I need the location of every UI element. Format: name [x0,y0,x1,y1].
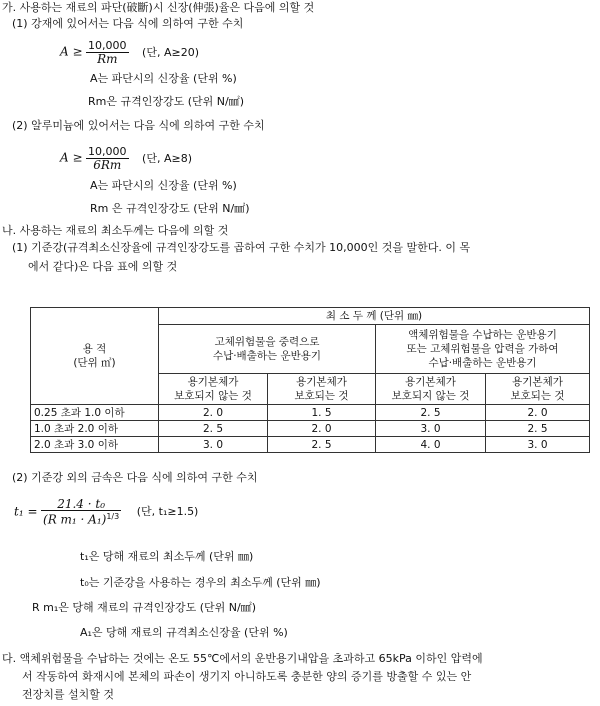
formula-3-t0-desc: t₀는 기준강을 사용하는 경우의 최소두께 (단위 ㎜) [80,576,321,589]
group-liquid-pressure-line2: 또는 고체위험물을 압력을 가하여 [406,343,559,355]
group-solid-gravity-line1: 고체위험물을 중력으로 [214,336,320,348]
group-solid-gravity [159,325,376,374]
formula-3-denominator-wrap [41,511,121,527]
clause-da-3: 전장치를 설치할 것 [22,688,115,701]
formula-3-t1-desc: t₁은 당해 재료의 최소두께 (단위 ㎜) [80,550,254,563]
group-liquid-pressure-line3: 수납·배출하는 운반용기 [428,357,537,369]
col-volume-unit: (단위 ㎥) [73,357,116,369]
table-cell: 3. 0 [486,437,590,453]
formula-3-denominator: (R m₁ · A₁) [43,512,107,527]
formula-1-denominator: Rm [97,52,118,66]
formula-2-fraction [86,146,129,171]
formula-3-rm1-desc: R m₁은 당해 재료의 규격인장강도 (단위 N/㎟) [32,601,257,614]
formula-2-lhs: A ≥ [60,150,83,165]
subheader-text: 용기본체가 [405,376,456,388]
clause-na-1b: 에서 같다)은 다음 표에 의할 것 [28,260,178,273]
clause-na-2: (2) 기준강 외의 금속은 다음 식에 의하여 구한 수치 [12,471,258,484]
group-liquid-pressure-line1: 액체위험물을 수납하는 운반용기 [408,329,557,341]
table-cell: 2. 0 [159,405,268,421]
formula-3 [14,498,198,527]
subheader-text: 보호되는 것 [294,390,349,402]
volume-range: 1.0 초과 2.0 이하 [31,421,159,437]
formula-1-lhs: A ≥ [60,44,83,59]
formula-3-fraction [41,498,121,527]
clause-ga-1: (1) 강재에 있어서는 다음 식에 의하여 구한 수치 [12,17,244,30]
clause-na-1a: (1) 기준강(규격최소신장율에 규격인장강도를 곱하여 구한 수치가 10,000인 것을 말한다. 이 목 [12,241,471,254]
clause-ga-heading: 가. 사용하는 재료의 파단(破斷)시 신장(伸張)율은 다음에 의할 것 [2,1,315,14]
formula-3-condition: (단, t₁≥1.5) [136,505,199,519]
subheader-text: 용기본체가 [296,376,347,388]
subheader-unprotected [376,374,486,405]
formula-1-fraction [86,40,129,65]
formula-2-denominator: 6Rm [93,158,122,172]
formula-1-numerator: 10,000 [88,39,127,52]
subheader-text: 보호되지 않는 것 [391,390,470,402]
subheader-text: 용기본체가 [187,376,239,388]
table-cell: 4. 0 [376,437,486,453]
table-row [31,405,590,421]
clause-da-2: 서 작동하여 화재시에 본체의 파손이 생기지 아니하도록 충분한 양의 증기를 방출할 수 있는 안 [22,670,472,683]
subheader-text: 보호되는 것 [510,390,565,402]
formula-2-condition: (단, A≥8) [142,151,192,165]
formula-2-rm-desc: Rm 은 규격인장강도 (단위 N/㎟) [90,202,250,215]
col-volume-label: 용 적 [82,343,107,355]
clause-ga-2: (2) 알루미늄에 있어서는 다음 식에 의하여 구한 수치 [12,119,265,132]
table-row [31,421,590,437]
subheader-text: 보호되지 않는 것 [174,390,252,402]
formula-2 [60,146,192,171]
table-cell: 2. 5 [268,437,376,453]
table-row [31,437,590,453]
volume-range: 0.25 초과 1.0 이하 [31,405,159,421]
subheader-protected [486,374,590,405]
group-liquid-pressure [376,325,590,374]
formula-1-a-desc: A는 파단시의 신장율 (단위 %) [90,72,237,85]
subheader-unprotected [159,374,268,405]
table-cell: 3. 0 [376,421,486,437]
table-cell: 2. 0 [268,421,376,437]
table-cell: 2. 0 [486,405,590,421]
table-cell: 1. 5 [268,405,376,421]
formula-2-numerator: 10,000 [88,145,127,158]
formula-1 [60,40,199,65]
table-cell: 2. 5 [376,405,486,421]
col-volume-header [31,308,159,405]
header-min-thickness: 최 소 두 께 (단위 ㎜) [159,308,590,325]
formula-3-exponent: 1/3 [106,512,120,521]
formula-1-rm-desc: Rm은 규격인장강도 (단위 N/㎟) [88,95,244,108]
clause-na-heading: 나. 사용하는 재료의 최소두께는 다음에 의할 것 [2,224,229,237]
formula-2-a-desc: A는 파단시의 신장율 (단위 %) [90,179,237,192]
subheader-protected [268,374,376,405]
table-cell: 3. 0 [159,437,268,453]
formula-3-numerator: 21.4 · t₀ [41,498,121,511]
formula-3-a1-desc: A₁은 당해 재료의 규격최소신장율 (단위 %) [80,626,288,639]
formula-3-lhs: t₁ = [14,504,38,519]
clause-da-1: 다. 액체위험물을 수납하는 것에는 온도 55℃에서의 운반용기내압을 초과하고 65kPa 이하인 압력에 [2,652,483,665]
table-cell: 2. 5 [486,421,590,437]
min-thickness-table [30,307,590,453]
table-cell: 2. 5 [159,421,268,437]
group-solid-gravity-line2: 수납·배출하는 운반용기 [212,350,322,362]
volume-range: 2.0 초과 3.0 이하 [31,437,159,453]
formula-1-condition: (단, A≥20) [142,45,199,59]
subheader-text: 용기본체가 [512,376,563,388]
